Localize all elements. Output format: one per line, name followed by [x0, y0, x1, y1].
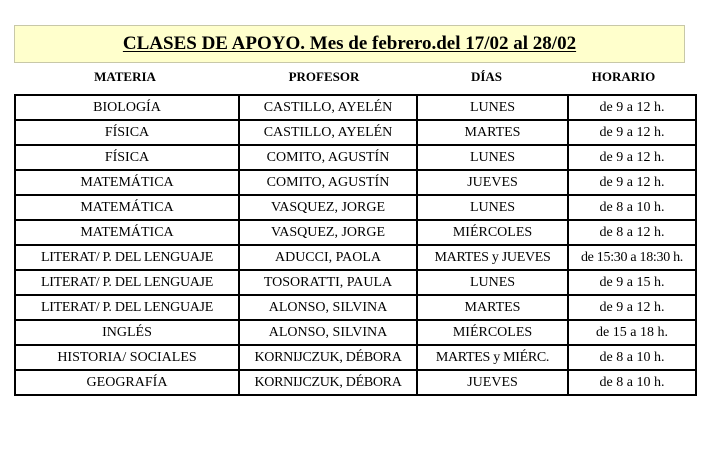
- cell-profesor: CASTILLO, AYELÉN: [239, 120, 417, 145]
- cell-profesor: VASQUEZ, JORGE: [239, 220, 417, 245]
- table-row: [15, 145, 696, 170]
- cell-dias: MARTES: [417, 120, 568, 145]
- cell-materia: LITERAT/ P. DEL LENGUAJE: [15, 295, 239, 320]
- cell-dias: MIÉRCOLES: [417, 220, 568, 245]
- cell-horario: de 8 a 12 h.: [568, 220, 696, 245]
- cell-horario: de 15:30 a 18:30 h.: [568, 245, 696, 270]
- cell-profesor: KORNIJCZUK, DÉBORA: [239, 345, 417, 370]
- cell-materia: LITERAT/ P. DEL LENGUAJE: [15, 270, 239, 295]
- cell-horario: de 8 a 10 h.: [568, 345, 696, 370]
- page-title: CLASES DE APOYO. Mes de febrero.del 17/02 al 28/02: [122, 33, 577, 54]
- table-row: [15, 220, 696, 245]
- table-row: [15, 345, 696, 370]
- cell-horario: de 8 a 10 h.: [568, 195, 696, 220]
- cell-horario: de 9 a 12 h.: [568, 95, 696, 120]
- table-row: [15, 245, 696, 270]
- cell-profesor: VASQUEZ, JORGE: [239, 195, 417, 220]
- cell-materia: MATEMÁTICA: [15, 170, 239, 195]
- cell-profesor: COMITO, AGUSTÍN: [239, 170, 417, 195]
- cell-materia: LITERAT/ P. DEL LENGUAJE: [15, 245, 239, 270]
- cell-profesor: ALONSO, SILVINA: [239, 320, 417, 345]
- cell-horario: de 9 a 15 h.: [568, 270, 696, 295]
- cell-materia: GEOGRAFÍA: [15, 370, 239, 395]
- table-row: [15, 370, 696, 395]
- cell-horario: de 9 a 12 h.: [568, 295, 696, 320]
- cell-horario: de 9 a 12 h.: [568, 170, 696, 195]
- cell-dias: MIÉRCOLES: [417, 320, 568, 345]
- table-row: [15, 195, 696, 220]
- cell-dias: JUEVES: [417, 170, 568, 195]
- cell-dias: LUNES: [417, 195, 568, 220]
- schedule-table: [14, 94, 697, 396]
- cell-dias: LUNES: [417, 270, 568, 295]
- table-row: [15, 120, 696, 145]
- cell-materia: FÍSICA: [15, 120, 239, 145]
- cell-materia: MATEMÁTICA: [15, 195, 239, 220]
- cell-profesor: ADUCCI, PAOLA: [239, 245, 417, 270]
- table-row: [15, 270, 696, 295]
- table-row: [15, 95, 696, 120]
- cell-horario: de 9 a 12 h.: [568, 145, 696, 170]
- cell-materia: BIOLOGÍA: [15, 95, 239, 120]
- header-horario: HORARIO: [591, 69, 656, 84]
- header-profesor: PROFESOR: [288, 69, 360, 84]
- cell-profesor: CASTILLO, AYELÉN: [239, 95, 417, 120]
- header-dias: DÍAS: [470, 69, 503, 84]
- table-row: [15, 295, 696, 320]
- cell-dias: MARTES y MIÉRC.: [417, 345, 568, 370]
- cell-dias: LUNES: [417, 145, 568, 170]
- cell-profesor: KORNIJCZUK, DÉBORA: [239, 370, 417, 395]
- cell-materia: HISTORIA/ SOCIALES: [15, 345, 239, 370]
- cell-profesor: COMITO, AGUSTÍN: [239, 145, 417, 170]
- table-row: [15, 170, 696, 195]
- cell-horario: de 15 a 18 h.: [568, 320, 696, 345]
- header-materia: MATERIA: [94, 69, 156, 84]
- cell-materia: MATEMÁTICA: [15, 220, 239, 245]
- cell-dias: MARTES y JUEVES: [417, 245, 568, 270]
- cell-profesor: TOSORATTI, PAULA: [239, 270, 417, 295]
- cell-materia: FÍSICA: [15, 145, 239, 170]
- column-headers: [14, 66, 686, 88]
- title-banner: [14, 25, 685, 63]
- cell-dias: JUEVES: [417, 370, 568, 395]
- cell-materia: INGLÉS: [15, 320, 239, 345]
- cell-dias: MARTES: [417, 295, 568, 320]
- cell-horario: de 9 a 12 h.: [568, 120, 696, 145]
- cell-profesor: ALONSO, SILVINA: [239, 295, 417, 320]
- cell-horario: de 8 a 10 h.: [568, 370, 696, 395]
- table-row: [15, 320, 696, 345]
- cell-dias: LUNES: [417, 95, 568, 120]
